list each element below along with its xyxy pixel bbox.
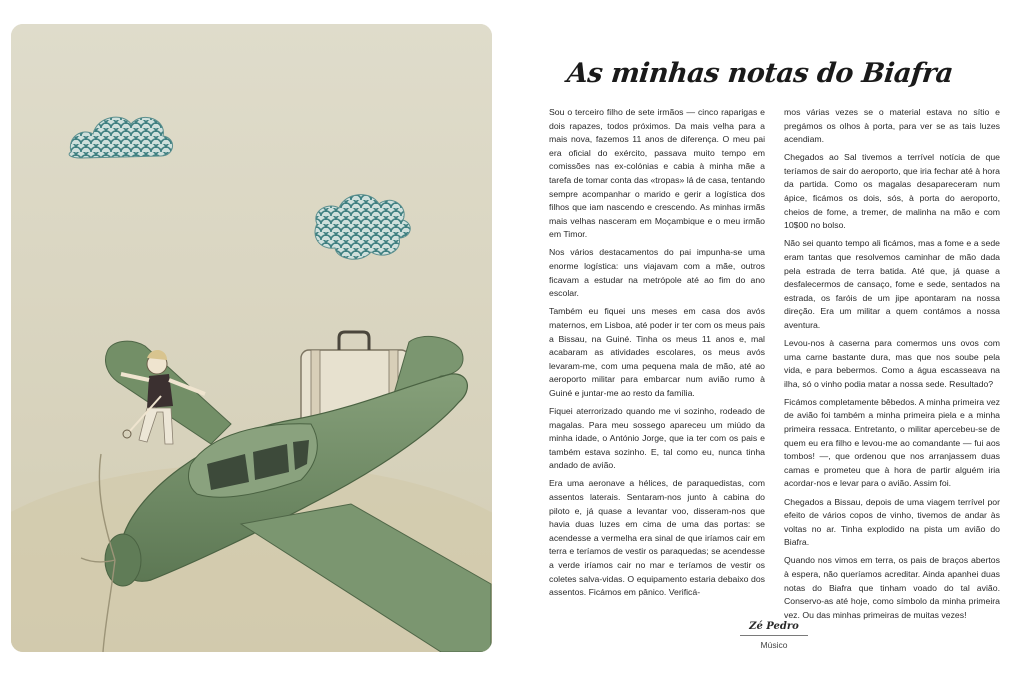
paragraph: Era uma aeronave a hélices, de paraquedistas, com assentos laterais. Sentaram-nos junto à cabina do piloto e, já quase a levantar voo, disseram-nos que havia duas luzes em cima de uma das portas: se acendesse a vermelha era sinal de que iríamos cair em terra e teríamos de vestir os paraquedas; se acendesse a verde iríamos cair no mar e teríamos de vestir os coletes salva-vidas. O equipamento estaria debaixo dos assentos. Ficámos em pânico. Verificá-: [549, 478, 765, 598]
paragraph: mos várias vezes se o material estava no sítio e pregámos os olhos à porta, para ver se as tais luzes acendiam.: [784, 107, 1000, 145]
paragraph: Nos vários destacamentos do pai impunha-se uma enorme logística: uns viajavam com a mãe, outros ficavam a estudar na metrópole até ao fim do ano escolar.: [549, 247, 765, 299]
paragraph: Quando nos vimos em terra, os pais de braços abertos à espera, não queríamos acreditar. Ainda apanhei duas notas do Biafra que tinham voado do tal avião. Conservo-as até hoje, como símbolo da minha primeira vez. Ou das minhas primeiras de muitas vezes!: [784, 555, 1000, 620]
author-name: Zé Pedro: [749, 621, 799, 632]
paragraph: Fiquei aterrorizado quando me vi sozinho, rodeado de magalas. Para meu sossego apareceu um miúdo da minha idade, o António Jorge, que ia ter com os pais e também estava sozinho. E, tal como eu, nunca tinha andado de avião.: [549, 405, 765, 471]
signature-divider: [740, 635, 808, 636]
text-column-right: [784, 106, 1000, 627]
text-column-left: [549, 106, 765, 604]
article-title: As minhas notas do Biafra: [565, 58, 955, 89]
airplane-illustration: [11, 24, 492, 652]
paragraph: Chegados a Bissau, depois de uma viagem terrível por efeito de vários copos de vinho, tivemos de andar às voltas no ar. Tinha explodido na pista um avião do Biafra.: [784, 496, 1000, 548]
author-signature: [738, 621, 810, 650]
paragraph: Levou-nos à caserna para comermos uns ovos com uma carne bastante dura, mas que nos soube pela vida, e para bebermos. Como a água escasseava na ilha, só o vinho podia matar a nossa sede. Resultado?: [784, 338, 1000, 389]
paragraph: Não sei quanto tempo ali ficámos, mas a fome e a sede eram tantas que resolvemos caminhar de mão dada pela estrada de terra batida. Até que, já quase a desfalecermos de cansaço, fome e sede, sentados na estrada, os faróis de um jipe apontaram na nossa direção. Era um militar a quem contámos a nossa aventura.: [784, 238, 1000, 330]
paragraph: Sou o terceiro filho de sete irmãos — cinco raparigas e dois rapazes, todos próximos. Da mais velha para a mais nova, fazemos 11 anos de diferença. O meu pai era oficial do exército, passava muito tempo em comissões nas ex-colónias e cabia à minha mãe a tarefa de tomar conta das «tropas» lá de casa, tentando sempre acompanhar o marido e gerir a logística dos filhos que iam nascendo e crescendo. As minhas irmãs mais velhas nasceram em Moçambique e o meu irmão em Timor.: [549, 107, 765, 240]
paragraph: Chegados ao Sal tivemos a terrível notícia de que teríamos de sair do aeroporto, que iria fechar até à hora da partida. Como os magalas desapareceram num ápice, ficámos os dois, sós, à porta do aeroporto, cheios de fome, a tremer, de malinha na mão e com 10$00 no bolso.: [784, 152, 1000, 231]
illustration-panel: [11, 24, 492, 652]
paragraph: Também eu fiquei uns meses em casa dos avós maternos, em Lisboa, até poder ir ter com os meus pais a Bissau, na Guiné. Tinha os meus 11 anos e, mal acabaram as atividades escolares, os meus avós levaram-me, com uma pequena mala de mão, até ao aeroporto militar para embarcar num avião rumo à Guiné e juntar-me ao resto da família.: [549, 306, 765, 398]
author-role: Músico: [760, 640, 788, 650]
paragraph: Ficámos completamente bêbedos. A minha primeira vez de avião foi também a minha primeira piela e a minha primeira ressaca. Entretanto, o militar apercebeu-se de quem eu era filho e levou-me ao comandante — fui aos tombos! —, que ordenou que nos arranjassem duas camas e prometeu que à hora de partir alguém iria acordar-nos e levar para o avião. Assim foi.: [784, 396, 1000, 489]
